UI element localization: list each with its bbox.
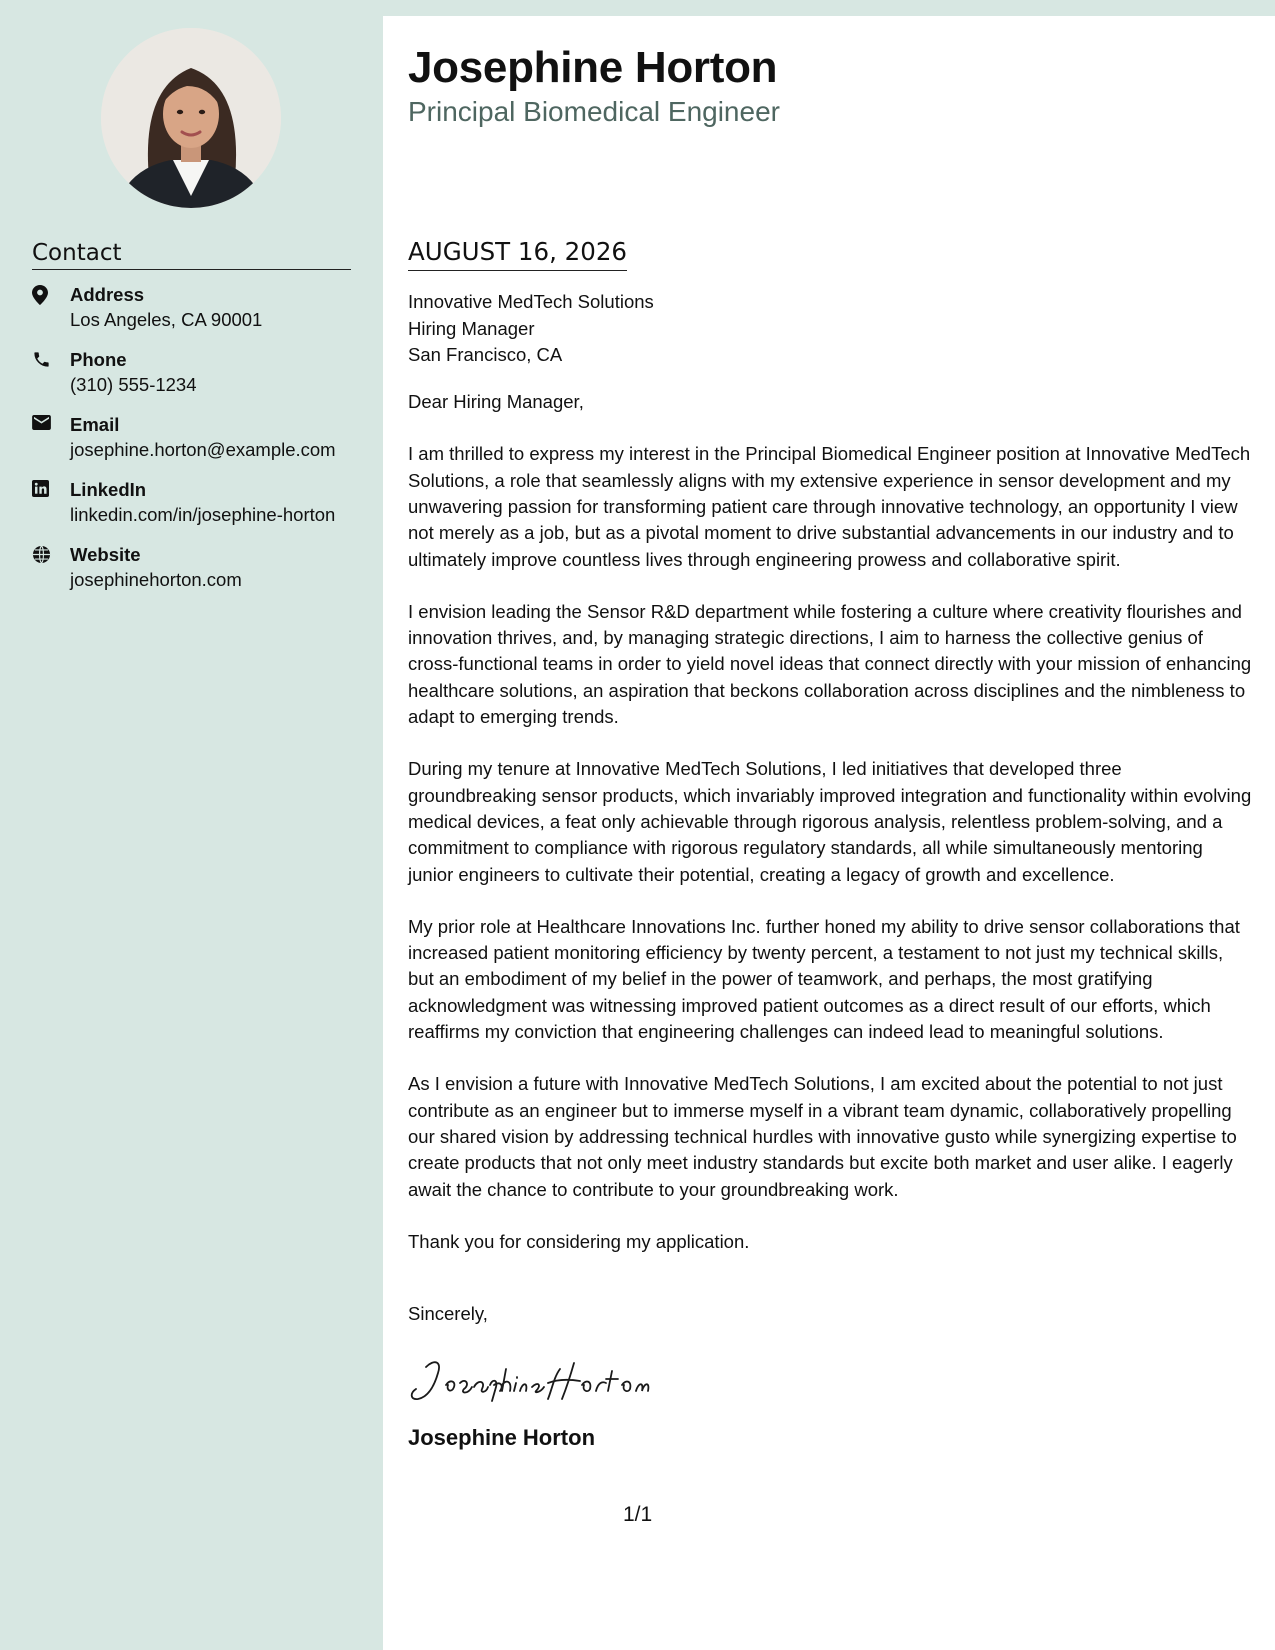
address-label: Address — [70, 284, 145, 305]
paragraph-1: I am thrilled to express my interest in the Principal Biomedical Engineer position at Innovative MedTech Solutions, a role that seamlessly aligns with my extensive experience in sensor development and my unwavering passion for transforming patient care through innovative technology, an opportunity I view not merely as a job, but as a pivotal moment to drive substantial advancements in our industry and to ultimately improve countless lives through engineering prowess and collaborative spirit. — [408, 443, 1251, 570]
applicant-name: Josephine Horton — [408, 43, 778, 92]
profile-photo — [101, 28, 281, 208]
location-pin-icon — [32, 282, 70, 310]
sidebar — [0, 0, 383, 1650]
linkedin-icon — [32, 477, 70, 502]
linkedin-label: LinkedIn — [70, 479, 147, 500]
recipient-location: San Francisco, CA — [408, 344, 563, 366]
contact-item-address — [32, 282, 351, 332]
address-value: Los Angeles, CA 90001 — [70, 309, 263, 330]
paragraph-4: My prior role at Healthcare Innovations Inc. further honed my ability to drive sensor collaborations that increased patient monitoring efficiency by twenty percent, a testament to not just my technical skills, but an embodiment of my belief in the power of teamwork, and perhaps, the most gratifying acknowledgment was witnessing improved patient outcomes as a direct result of our efforts, which reaffirms my conviction that engineering challenges can indeed lead to meaningful solutions. — [408, 915, 1240, 1043]
recipient-company: Innovative MedTech Solutions — [408, 291, 654, 313]
globe-icon — [32, 542, 70, 569]
phone-label: Phone — [70, 349, 127, 370]
portrait-illustration — [101, 28, 281, 208]
website-value[interactable]: josephinehorton.com — [70, 569, 242, 590]
paragraph-3: During my tenure at Innovative MedTech Solutions, I led initiatives that developed three groundbreaking sensor products, which invariably improved integration and functionality within evolving medical devices, a feat only achievable through rigorous analysis, relentless problem-solving, and a commitment to compliance with rigorous regulatory standards, all while simultaneously mentoring junior engineers to cultivate their potential, creating a legacy of growth and excellence. — [408, 758, 1252, 885]
paragraph-2: I envision leading the Sensor R&D department while fostering a culture where creativity flourishes and innovation thrives, and, by managing strategic directions, I aim to harness the collective genius of cross-functional teams in order to yield novel ideas that connect directly with your mission of enhancing healthcare solutions, an aspiration that beckons collaboration across disciplines and the nimbleness to adapt to emerging trends. — [408, 600, 1252, 728]
contact-item-email — [32, 412, 351, 462]
phone-icon — [32, 347, 70, 374]
paragraph-6: Thank you for considering my application. — [408, 1230, 750, 1252]
page-number: 1/1 — [623, 1503, 653, 1526]
linkedin-value[interactable]: linkedin.com/in/josephine-horton — [70, 504, 336, 525]
contact-heading: Contact — [32, 240, 351, 270]
recipient-role: Hiring Manager — [408, 317, 535, 339]
contact-item-website — [32, 542, 351, 592]
email-value[interactable]: josephine.horton@example.com — [70, 439, 336, 460]
closing: Sincerely, — [408, 1303, 488, 1325]
recipient-block — [408, 289, 1253, 369]
signer-name: Josephine Horton — [408, 1425, 596, 1451]
salutation: Dear Hiring Manager, — [408, 390, 584, 412]
letter-date: AUGUST 16, 2026 — [408, 237, 627, 271]
letter-body — [383, 16, 1275, 1650]
paragraph-5: As I envision a future with Innovative MedTech Solutions, I am excited about the potential to not just contribute as an engineer but to immerse myself in a vibrant team dynamic, collaboratively propelling our shared vision by addressing technical hurdles with innovative gusto while synergizing expertise to create products that not only meet industry standards but excite both market and user alike. I eagerly await the chance to contribute to your groundbreaking work. — [408, 1073, 1237, 1200]
handwritten-signature — [408, 1355, 1253, 1407]
contact-item-phone — [32, 347, 351, 397]
envelope-icon — [32, 412, 70, 435]
applicant-title: Principal Biomedical Engineer — [408, 96, 780, 128]
contact-item-linkedin — [32, 477, 351, 527]
email-label: Email — [70, 414, 120, 435]
phone-value: (310) 555-1234 — [70, 374, 197, 395]
contact-section — [32, 240, 351, 607]
website-label: Website — [70, 544, 141, 565]
